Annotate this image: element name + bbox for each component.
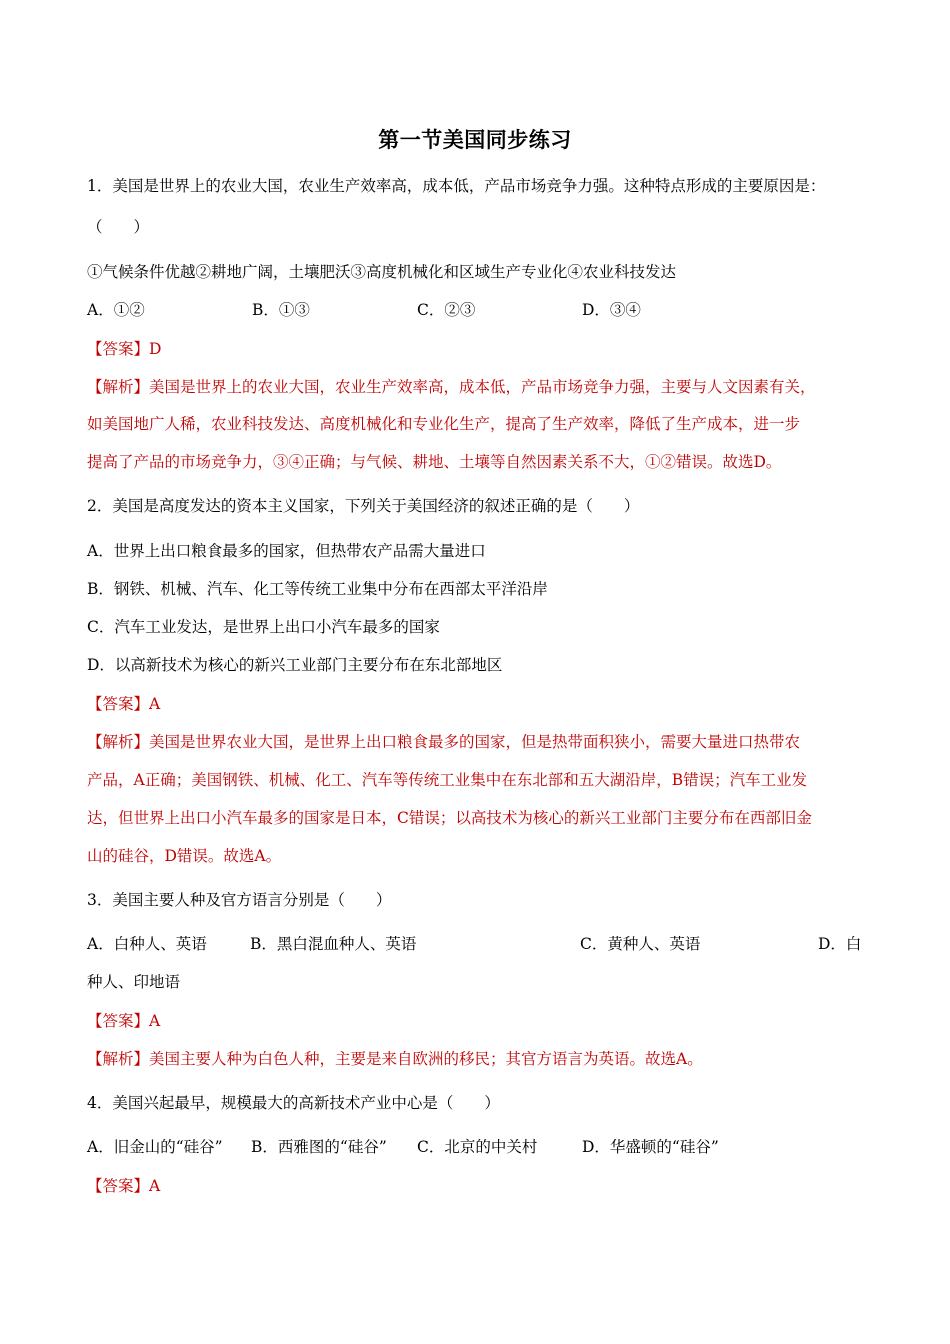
q2-option-a: A．世界上出口粮食最多的国家，但热带农产品需大量进口 <box>87 542 486 560</box>
q2-analysis-line: 达，但世界上出口小汽车最多的国家是日本，C错误；以高技术为核心的新兴工业部门主要分布在西部旧金 <box>87 809 812 827</box>
q3-answer: 【答案】A <box>87 1012 161 1030</box>
q2-analysis-line: 山的硅谷，D错误。故选A。 <box>87 847 282 865</box>
q3-option-d: D．白 <box>818 935 862 953</box>
q1-option-b: B．①③ <box>252 301 310 319</box>
q1-option-d: D．③④ <box>582 301 641 319</box>
q3-option-d-wrap: 种人、印地语 <box>87 973 181 991</box>
q3-analysis: 【解析】美国主要人种为白色人种，主要是来自欧洲的移民；其官方语言为英语。故选A。 <box>87 1050 703 1068</box>
q3-option-b: B．黑白混血种人、英语 <box>250 935 417 953</box>
q2-analysis-line: 【解析】美国是世界农业大国，是世界上出口粮食最多的国家，但是热带面积狭小，需要大量进口热带农 <box>87 733 801 751</box>
q1-answer: 【答案】D <box>87 340 162 358</box>
q1-analysis-line: 提高了产品的市场竞争力，③④正确；与气候、耕地、土壤等自然因素关系不大，①②错误。故选D。 <box>87 453 782 471</box>
q1-analysis-line: 【解析】美国是世界上的农业大国，农业生产效率高，成本低，产品市场竞争力强，主要与人文因素有关， <box>87 378 816 396</box>
page-title: 第一节美国同步练习 <box>378 127 572 152</box>
q2-stem: 2．美国是高度发达的资本主义国家，下列关于美国经济的叙述正确的是（ ） <box>87 497 640 515</box>
q4-option-c: C．北京的中关村 <box>417 1138 538 1156</box>
q3-stem: 3．美国主要人种及官方语言分别是（ ） <box>87 891 392 909</box>
q4-stem: 4．美国兴起最早，规模最大的高新技术产业中心是（ ） <box>87 1094 500 1112</box>
q1-stem-paren: （ ） <box>87 218 150 236</box>
q1-items: ①气候条件优越②耕地广阔，土壤肥沃③高度机械化和区域生产专业化④农业科技发达 <box>87 263 677 281</box>
q1-analysis-line: 如美国地广人稀，农业科技发达、高度机械化和专业化生产，提高了生产效率，降低了生产成本，进一步 <box>87 415 801 433</box>
q1-option-c: C．②③ <box>417 301 476 319</box>
q2-option-c: C．汽车工业发达，是世界上出口小汽车最多的国家 <box>87 618 440 636</box>
q3-option-a: A．白种人、英语 <box>87 935 207 953</box>
q3-option-c: C．黄种人、英语 <box>580 935 701 953</box>
q4-answer: 【答案】A <box>87 1177 161 1195</box>
q4-option-b: B．西雅图的“硅谷” <box>251 1138 387 1156</box>
q2-option-d: D．以高新技术为核心的新兴工业部门主要分布在东北部地区 <box>87 656 503 674</box>
q1-option-a: A．①② <box>87 301 145 319</box>
q2-answer: 【答案】A <box>87 695 161 713</box>
q2-option-b: B．钢铁、机械、汽车、化工等传统工业集中分布在西部太平洋沿岸 <box>87 580 548 598</box>
q4-option-a: A．旧金山的“硅谷” <box>87 1138 223 1156</box>
q1-stem: 1．美国是世界上的农业大国，农业生产效率高，成本低，产品市场竞争力强。这种特点形成的主要原因是： <box>87 177 826 195</box>
q2-analysis-line: 产品，A正确；美国钢铁、机械、化工、汽车等传统工业集中在东北部和五大湖沿岸，B错误；汽车工业发 <box>87 771 808 789</box>
q4-option-d: D．华盛顿的“硅谷” <box>582 1138 719 1156</box>
